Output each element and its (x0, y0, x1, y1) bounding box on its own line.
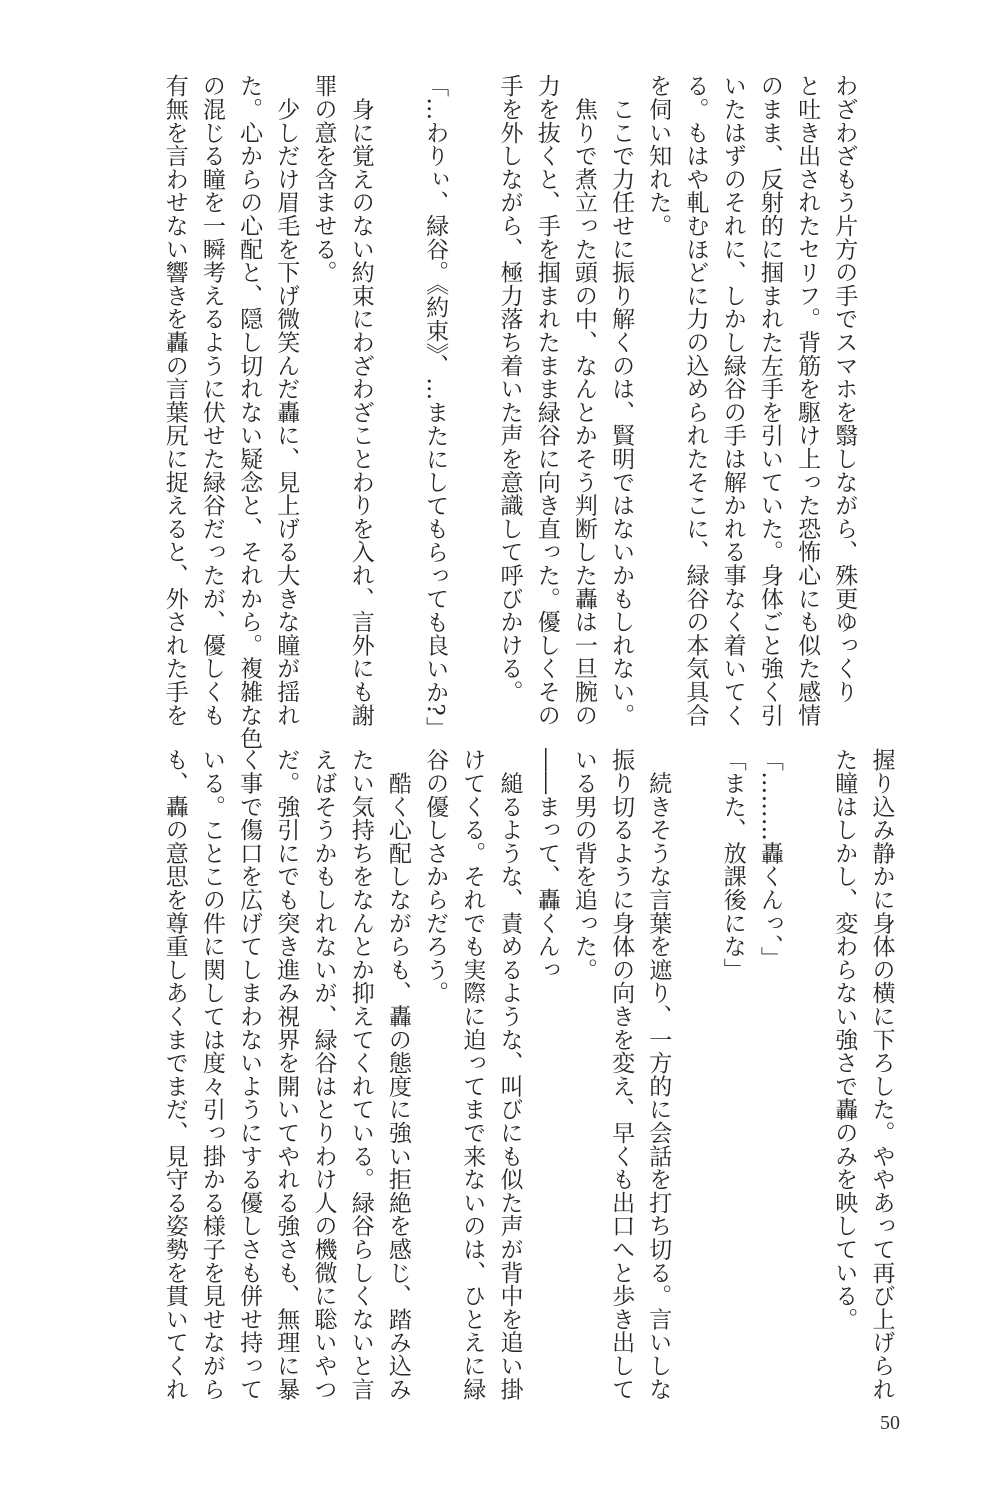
text-line: 力を抜くと、手を掴まれたまま緑谷に向き直った。優しくその (533, 74, 560, 727)
text-line: いる男の背を追った。 (570, 748, 597, 981)
text-line: 振り切るように身体の向きを変え、早くも出口へと歩き出して (608, 748, 635, 1401)
text-line: の混じる瞳を一瞬考えるように伏せた緑谷だったが、優しくも (198, 74, 225, 727)
page-number: 50 (880, 1412, 900, 1434)
text-line: ここで力任せに振り解くのは、賢明ではないかもしれない。 (608, 74, 635, 727)
text-line: を伺い知れた。 (645, 74, 672, 238)
text-line: 「………轟くんっ、」 (756, 748, 783, 970)
text-line: だ。強引にでも突き進み視界を開いてやれる強さも、無理に暴 (273, 748, 300, 1401)
text-line: えばそうかもしれないが、緑谷はとりわけ人の機微に聡いやつ (310, 748, 337, 1401)
text-line: わざわざもう片方の手でスマホを翳しながら、殊更ゆっくり (831, 74, 858, 704)
text-line: 少しだけ眉毛を下げ微笑んだ轟に、見上げる大きな瞳が揺れ (273, 74, 300, 727)
text-line: 有無を言わせない響きを轟の言葉尻に捉えると、外された手を (161, 74, 188, 727)
text-line: た瞳はしかし、変わらない強さで轟のみを映している。 (831, 748, 858, 1331)
text-line: 縋るような、責めるような、叫びにも似た声が背中を追い掛 (496, 748, 523, 1401)
text-line: た。心からの心配と、隠し切れない疑念と、それから。複雑な色 (236, 74, 263, 750)
text-line: ――まって、轟くんっ (533, 748, 560, 981)
text-line: 罪の意を含ませる。 (310, 74, 337, 284)
text-line: 谷の優しさからだろう。 (422, 748, 449, 1005)
text-line: 握り込み静かに身体の横に下ろした。ややあって再び上げられ (868, 748, 895, 1401)
text-line: 続きそうな言葉を遮り、一方的に会話を打ち切る。言いしな (645, 748, 672, 1401)
text-line: 酷く心配しながらも、轟の態度に強い拒絶を感じ、踏み込み (384, 748, 411, 1401)
text-line: たい気持ちをなんとか抑えてくれている。緑谷らしくないと言 (347, 748, 374, 1401)
text-line: も、轟の意思を尊重しあくまでまだ、見守る姿勢を貫いてくれ (161, 748, 188, 1401)
text-line: 手を外しながら、極力落ち着いた声を意識して呼びかける。 (496, 74, 523, 704)
text-line: く事で傷口を広げてしまわないようにする優しさも併せ持って (236, 748, 263, 1401)
text-line: 焦りで煮立った頭の中、なんとかそう判断した轟は一旦腕の (570, 74, 597, 727)
text-line: けてくる。それでも実際に迫ってまで来ないのは、ひとえに緑 (459, 748, 486, 1401)
text-line: 身に覚えのない約束にわざわざことわりを入れ、言外にも謝 (347, 74, 374, 727)
text-line: る。もはや軋むほどに力の込められたそこに、緑谷の本気具合 (682, 74, 709, 727)
text-line: と吐き出されたセリフ。背筋を駆け上った恐怖心にも似た感情 (794, 74, 821, 727)
text-line: 「…わりぃ、緑谷。《約束》、…またにしてもらっても良いか?」 (422, 74, 449, 740)
text-line: 「また、放課後にな」 (719, 748, 746, 981)
text-line: いる。ことこの件に関しては度々引っ掛かる様子を見せながら (198, 748, 225, 1401)
text-line: のまま、反射的に掴まれた左手を引いていた。身体ごと強く引 (756, 74, 783, 727)
text-line: いたはずのそれに、しかし緑谷の手は解かれる事なく着いてく (719, 74, 746, 727)
